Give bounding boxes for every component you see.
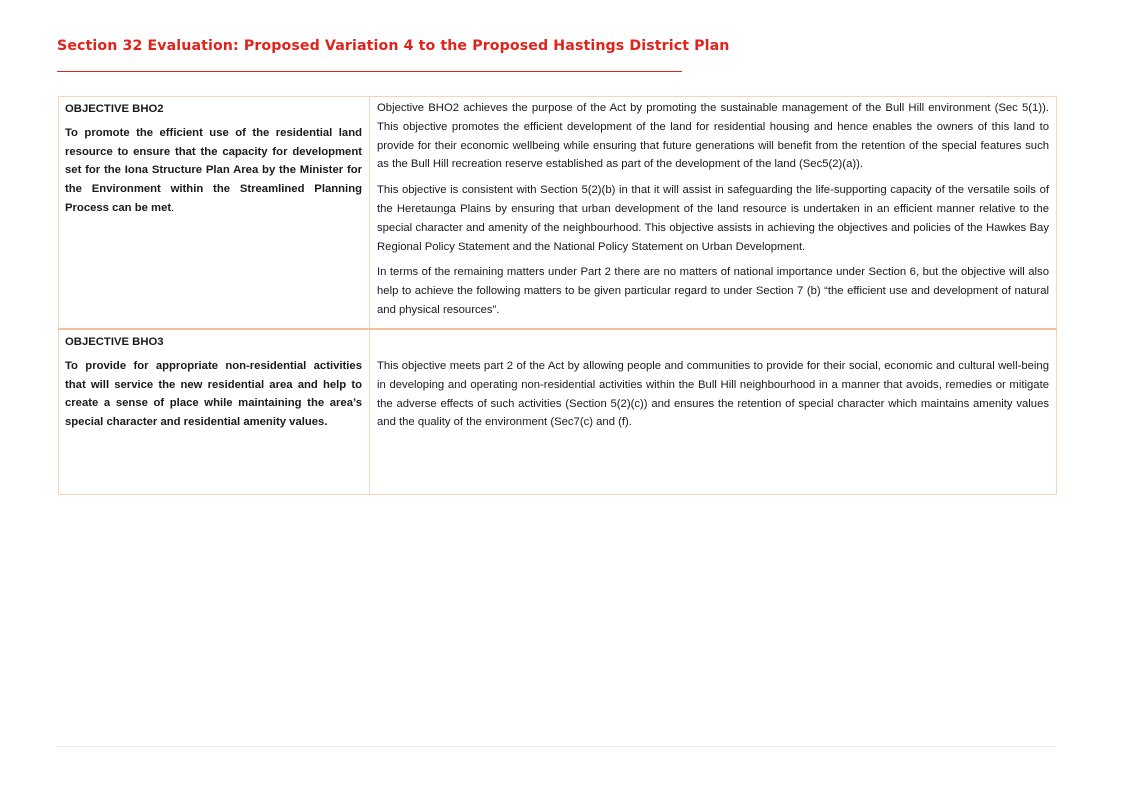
table-row	[59, 329, 1057, 495]
evaluation-cell	[370, 329, 1057, 495]
objective-statement	[65, 124, 362, 218]
evaluation-paragraph: This objective is consistent with Section 5(2)(b) in that it will assist in safeguarding the life-supporting capacity of the versatile soils of the Heretaunga Plains by ensuring that urban development of the land resource is undertaken in an efficient manner relative to the special character and amenity of the neighbourhood. This objective assists in achieving the objectives and policies of the Hawkes Bay Regional Policy Statement and the National Policy Statement on Urban Development.	[377, 184, 1049, 253]
objective-heading: OBJECTIVE BHO3	[65, 336, 164, 348]
evaluation-paragraph: In terms of the remaining matters under Part 2 there are no matters of national importance under Section 6, but the objective will also help to achieve the following matters to be given particular regard to under Section 7 (b) “the efficient use and development of natural and physical resources”.	[377, 266, 1049, 316]
objective-statement-text: To promote the efficient use of the residential land resource to ensure that the capacity for development set for the Iona Structure Plan Area by the Minister for the Environment within the Streamlined Planning Process can be met	[65, 126, 362, 214]
title-underline	[57, 71, 682, 72]
objective-heading: OBJECTIVE BHO2	[65, 103, 164, 115]
document-title: Section 32 Evaluation: Proposed Variation 4 to the Proposed Hastings District Plan	[57, 38, 730, 54]
evaluation-paragraph: Objective BHO2 achieves the purpose of the Act by promoting the sustainable management of the Bull Hill environment (Sec 5(1)). This objective promotes the efficient development of the land for residential housing and hence enables the owners of this land to provide for their economic wellbeing while ensuring that future generations will benefit from the retention of the special features such as the Bull Hill recreation reserve established as part of the development of the land (Sec5(2)(a)).	[377, 102, 1049, 171]
evaluation-cell	[370, 97, 1057, 330]
table-row	[59, 97, 1057, 330]
objectives-table	[58, 96, 1057, 495]
evaluation-paragraph: This objective meets part 2 of the Act by allowing people and communities to provide for their social, economic and cultural well-being in developing and operating non-residential activities within the Bull Hill neighbourhood in a manner that avoids, remedies or mitigate the adverse effects of such activities (Section 5(2)(c)) and ensures the retention of special character which maintains amenity values and the quality of the environment (Sec7(c) and (f).	[377, 360, 1049, 429]
objective-statement-end: .	[171, 201, 175, 214]
objective-cell	[59, 97, 370, 330]
objective-cell	[59, 329, 370, 495]
footer-divider	[57, 746, 1055, 747]
objective-statement	[65, 357, 362, 432]
objective-statement-text: To provide for appropriate non-residential activities that will service the new residential area and help to create a sense of place while maintaining the area’s special character and residential amenity values.	[65, 359, 362, 429]
